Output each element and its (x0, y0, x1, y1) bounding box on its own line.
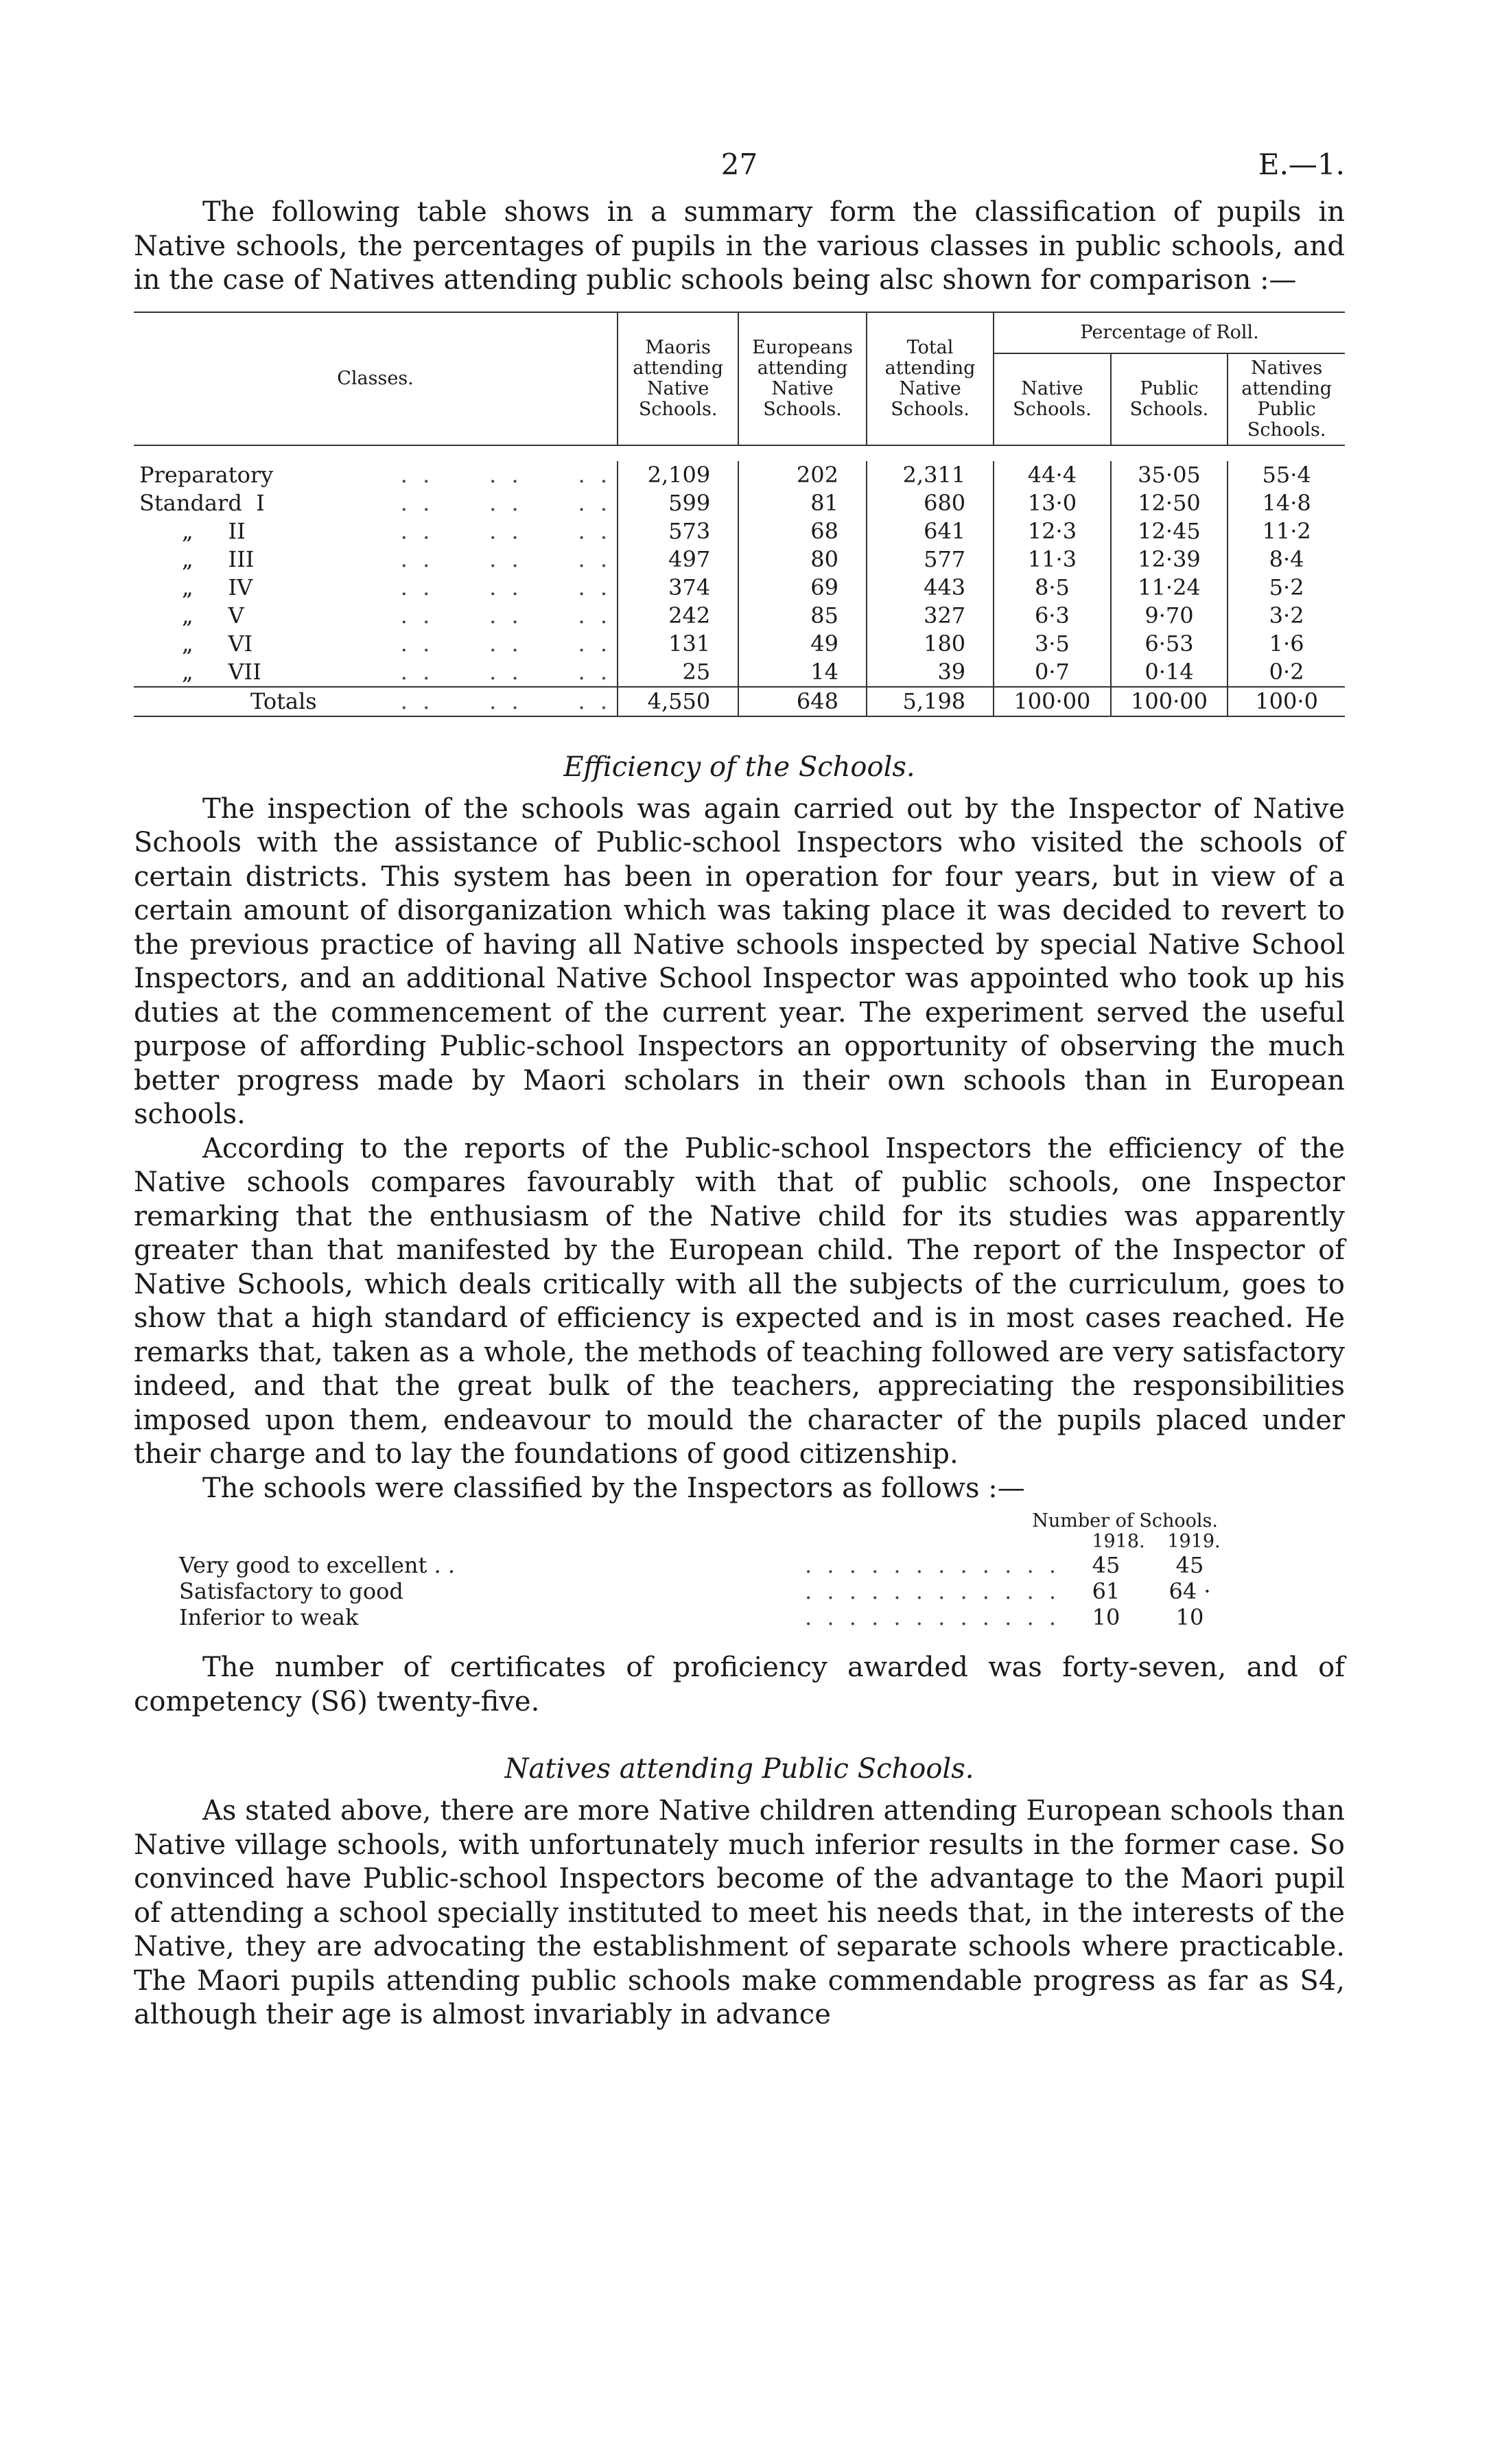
cell-native-pct: 13·0 (994, 489, 1111, 517)
cell-public-pct: 12·50 (1111, 489, 1228, 517)
row-label: „ VII (182, 658, 261, 685)
school-classification (175, 1511, 1232, 1630)
efficiency-paragraph-1: The inspection of the schools was again carried out by the Inspector of Native Schools with the assistance of Public-school Inspectors who visited the schools of certain districts. This system has been in operation for four years, but in view of a certain amount of disorganization which was taking place it was decided to revert to the previous practice of having all Native schools inspected by special Native School Inspectors, and an additional Native School Inspector was appointed who took up his duties at the commencement of the current year. The experiment served the useful purpose of affording Public-school Inspectors an opportunity of observing the much better progress made by Maori scholars in their own schools than in European schools. (134, 793, 1345, 1130)
table-row (134, 658, 1345, 687)
cell-native-pct: 0·7 (994, 658, 1111, 687)
row-label: „ IV (182, 574, 253, 600)
cell-native-pct: 3·5 (994, 630, 1111, 658)
cell-maoris: 599 (618, 489, 738, 517)
classification-header (175, 1511, 1232, 1552)
cell-maoris: 131 (618, 630, 738, 658)
dot-leader: . . . . . . (400, 517, 611, 544)
cell-total: 39 (867, 658, 994, 687)
cell-public-pct: 35·05 (1111, 461, 1228, 489)
value-1919: 10 (1175, 1604, 1204, 1630)
classification-table (175, 1552, 1232, 1630)
dot-leader: . . . . . . (400, 630, 611, 657)
col-header-percentage-group: Percentage of Roll. (994, 312, 1345, 353)
cell-natives-public-pct: 11·2 (1228, 517, 1345, 545)
total-total: 5,198 (867, 687, 994, 716)
page-number: 27 (720, 148, 758, 181)
cell-native-pct: 11·3 (994, 545, 1111, 574)
value-1919: 45 (1175, 1552, 1204, 1578)
col-header-natives-public: Natives attending Public Schools. (1228, 353, 1345, 445)
natives-public-paragraph: As stated above, there are more Native children attending European schools than Native village schools, with unfortunately much inferior results in the former case. So convinced have Public-school Inspectors become of the advantage to the Maori pupil of attending a school specially instituted to meet his needs that, in the interests of the Native, they are advocating the establishment of separate schools where practicable. The Maori pupils attending public schools make commendable progress as far as S4, although their age is almost invariably in advance (134, 1795, 1345, 2030)
row-label: Standard I (139, 489, 265, 516)
document-reference: E.—1. (1258, 148, 1345, 181)
dot-leader: . . . . . . (400, 688, 611, 714)
cell-public-pct: 12·45 (1111, 517, 1228, 545)
cell-native-pct: 44·4 (994, 461, 1111, 489)
total-public-pct: 100·00 (1111, 687, 1228, 716)
dot-leader: . . . . . . (400, 461, 611, 488)
efficiency-paragraph-2: According to the reports of the Public-school Inspectors the efficiency of the Native schools compares favourably with that of public schools, one Inspector remarking that the enthusiasm of the Native child for its studies was apparently greater than that manifested by the European child. The report of the Inspector of Native Schools, which deals critically with all the subjects of the curriculum, goes to show that a high standard of efficiency is expected and is in most cases reached. He remarks that, taken as a whole, the methods of teaching followed are very satisfactory indeed, and that the great bulk of the teachers, appreciating the responsibilities imposed upon them, endeavour to mould the character of the pupils placed under their charge and to lay the foundations of good citizenship. (134, 1132, 1345, 1470)
cell-natives-public-pct: 14·8 (1228, 489, 1345, 517)
col-header-europeans: Europeans attending Native Schools. (738, 312, 867, 445)
classification-label: Satisfactory to good (179, 1578, 403, 1604)
col-header-classes: Classes. (337, 367, 414, 389)
totals-label: Totals (250, 688, 317, 714)
classification-row (175, 1604, 1232, 1630)
dot-leader: . . . . . . (400, 545, 611, 572)
table-body (134, 445, 1345, 716)
cell-public-pct: 12·39 (1111, 545, 1228, 574)
cell-total: 680 (867, 489, 994, 517)
cell-natives-public-pct: 1·6 (1228, 630, 1345, 658)
row-label: „ III (182, 545, 255, 572)
classification-label: Inferior to weak (179, 1604, 359, 1630)
cell-total: 641 (867, 517, 994, 545)
table-row (134, 630, 1345, 658)
section-heading-efficiency: Efficiency of the Schools. (563, 751, 915, 783)
cell-natives-public-pct: 3·2 (1228, 602, 1345, 630)
cell-native-pct: 8·5 (994, 574, 1111, 602)
dot-leader: . . . . . . (400, 489, 611, 516)
dot-leader: . . . . . . . . . . . . (805, 1552, 1060, 1578)
table-row (134, 461, 1345, 489)
row-label: „ II (182, 517, 246, 544)
cell-natives-public-pct: 0·2 (1228, 658, 1345, 687)
cell-europeans: 80 (738, 545, 867, 574)
classification-header-title: Number of Schools. (1032, 1510, 1218, 1532)
cell-native-pct: 12·3 (994, 517, 1111, 545)
cell-maoris: 497 (618, 545, 738, 574)
cell-maoris: 573 (618, 517, 738, 545)
cell-total: 2,311 (867, 461, 994, 489)
cell-public-pct: 6·53 (1111, 630, 1228, 658)
col-header-maoris: Maoris attending Native Schools. (618, 312, 738, 445)
cell-total: 327 (867, 602, 994, 630)
cell-europeans: 49 (738, 630, 867, 658)
value-1919: 64 · (1169, 1578, 1211, 1604)
col-header-public-schools: Public Schools. (1111, 353, 1228, 445)
cell-maoris: 2,109 (618, 461, 738, 489)
year-1919: 1919. (1167, 1531, 1221, 1552)
dot-leader: . . . . . . (400, 574, 611, 600)
cell-europeans: 81 (738, 489, 867, 517)
row-label: Preparatory (139, 461, 274, 488)
cell-maoris: 25 (618, 658, 738, 687)
totals-row (134, 687, 1345, 716)
cell-europeans: 69 (738, 574, 867, 602)
row-label: „ VI (182, 630, 253, 657)
intro-paragraph: The following table shows in a summary form the classification of pupils in Native schools, the percentages of pupils in the various classes in public schools, and in the case of Natives attending public schools being alsc shown for comparison :— (134, 196, 1345, 296)
total-europeans: 648 (738, 687, 867, 716)
row-label: „ V (182, 602, 244, 629)
classification-row (175, 1578, 1232, 1604)
total-natives-public-pct: 100·0 (1228, 687, 1345, 716)
efficiency-paragraph-3: The schools were classified by the Inspectors as follows :— (202, 1472, 1025, 1504)
total-native-pct: 100·00 (994, 687, 1111, 716)
cell-total: 443 (867, 574, 994, 602)
document-page (134, 148, 1345, 2032)
total-maoris: 4,550 (618, 687, 738, 716)
dot-leader: . . . . . . (400, 658, 611, 685)
dot-leader: . . . . . . (400, 602, 611, 629)
table-row (134, 545, 1345, 574)
cell-europeans: 85 (738, 602, 867, 630)
table-row (134, 489, 1345, 517)
value-1918: 10 (1092, 1604, 1120, 1630)
cell-europeans: 68 (738, 517, 867, 545)
section-heading-natives-public: Natives attending Public Schools. (504, 1753, 974, 1785)
page-header (134, 148, 1345, 196)
cell-total: 180 (867, 630, 994, 658)
cell-native-pct: 6·3 (994, 602, 1111, 630)
cell-maoris: 242 (618, 602, 738, 630)
table-row (134, 517, 1345, 545)
classification-label: Very good to excellent . . (179, 1552, 456, 1578)
classification-table (134, 312, 1345, 717)
col-header-native-schools: Native Schools. (994, 353, 1111, 445)
table-row (134, 574, 1345, 602)
classification-years (175, 1532, 1232, 1552)
cell-total: 577 (867, 545, 994, 574)
cell-europeans: 14 (738, 658, 867, 687)
certificates-paragraph: The number of certificates of proficiency awarded was forty-seven, and of competency (S6) twenty-five. (134, 1652, 1345, 1717)
cell-maoris: 374 (618, 574, 738, 602)
value-1918: 61 (1092, 1578, 1120, 1604)
dot-leader: . . . . . . . . . . . . (805, 1578, 1060, 1604)
cell-public-pct: 0·14 (1111, 658, 1228, 687)
classification-row (175, 1552, 1232, 1578)
col-header-total: Total attending Native Schools. (867, 312, 994, 445)
cell-europeans: 202 (738, 461, 867, 489)
value-1918: 45 (1092, 1552, 1120, 1578)
year-1918: 1918. (1092, 1531, 1145, 1552)
cell-natives-public-pct: 8·4 (1228, 545, 1345, 574)
table-row (134, 602, 1345, 630)
cell-natives-public-pct: 55·4 (1228, 461, 1345, 489)
cell-public-pct: 9·70 (1111, 602, 1228, 630)
cell-public-pct: 11·24 (1111, 574, 1228, 602)
cell-natives-public-pct: 5·2 (1228, 574, 1345, 602)
dot-leader: . . . . . . . . . . . . (805, 1604, 1060, 1630)
